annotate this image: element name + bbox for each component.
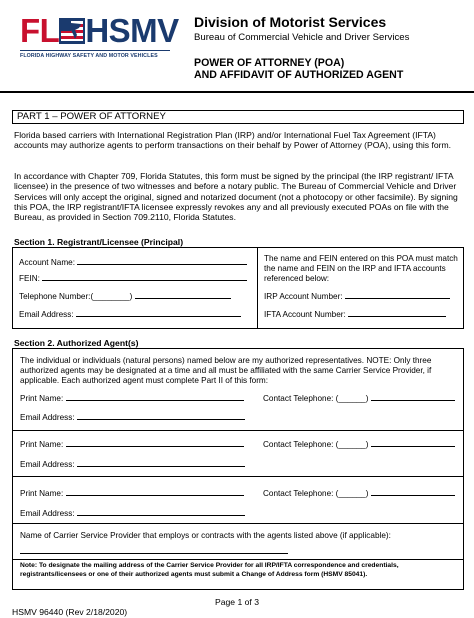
ifta-account-field[interactable] [264, 309, 446, 320]
agent-divider-1 [13, 430, 463, 431]
provider-divider [13, 559, 463, 560]
agent1-email-input[interactable] [77, 412, 245, 420]
agent3-contact-field[interactable] [263, 488, 455, 499]
section1-divider [257, 248, 258, 328]
agent3-print-name-field[interactable] [20, 488, 244, 499]
agent1-print-name-label: Print Name: [20, 394, 64, 403]
mailing-address-note: Note: To designate the mailing address of the Carrier Service Provider for all IRP/IFTA correspondence and credentials, registrants/licensees or one of their authorized agents must submit a Change of Address form (HSMV 85041). [20, 562, 399, 578]
agent3-print-name-label: Print Name: [20, 489, 64, 498]
principal-email-field[interactable] [19, 309, 241, 320]
ifta-account-input[interactable] [348, 309, 446, 317]
bureau-title: Bureau of Commercial Vehicle and Driver Services [194, 32, 410, 43]
section1-box [12, 247, 464, 329]
logo-hsmv: HSMV [85, 12, 179, 49]
telephone-field[interactable] [19, 291, 231, 302]
agent2-email-field[interactable] [20, 459, 245, 470]
carrier-provider-input[interactable] [20, 546, 288, 554]
florida-flag-icon [59, 18, 85, 44]
page-number: Page 1 of 3 [215, 597, 259, 607]
telephone-input[interactable] [135, 291, 231, 299]
section1-title: Section 1. Registrant/Licensee (Principal) [14, 237, 184, 247]
document-header [194, 14, 464, 81]
agent1-email-label: Email Address: [20, 413, 75, 422]
agent1-contact-input[interactable] [371, 393, 455, 401]
agent2-email-input[interactable] [77, 459, 245, 467]
section2-intro: The individual or individuals (natural persons) named below are my authorized representatives. NOTE: Only three authorized agents may be designated at a time and all must be affiliated with the same Carrier Service Provider, if applicable. Each authorized agent must complete Part II of this form: [20, 356, 432, 385]
division-title: Division of Motorist Services [194, 14, 387, 30]
part1-paragraph-2: In accordance with Chapter 709, Florida Statutes, this form must be signed by the principal (the IRP registrant/ IFTA licensee) in the presence of two witnesses and before a notary public. The Bureau of Commercial Vehicle and Driver Services will only accept the original, signed and notarized document (not a photocopy or other facsimile). By signing this POA, the IRP registrant/IFTA licensee expressly revokes any and all previously executed POAs on file with the Bureau, as provided in Section 709.2110, Florida Statutes. [14, 171, 458, 223]
agent2-contact-input[interactable] [371, 439, 455, 447]
agent2-print-name-input[interactable] [66, 439, 244, 447]
agent1-contact-field[interactable] [263, 393, 455, 404]
logo-wordmark [20, 12, 179, 49]
part1-paragraph-1: Florida based carriers with International Registration Plan (IRP) and/or International Fuel Tax Agreement (IFTA) accounts may authorize agents to perform transactions on their behalf by Power of Attorney (POA), using this form. [14, 130, 452, 151]
form-title-line1: POWER OF ATTORNEY (POA) [194, 57, 345, 69]
principal-email-label: Email Address: [19, 310, 74, 319]
agent-divider-2 [13, 476, 463, 477]
agent1-print-name-input[interactable] [66, 393, 244, 401]
part1-heading: PART 1 – POWER OF ATTORNEY [12, 110, 464, 124]
agent-divider-3 [13, 523, 463, 524]
telephone-label: Telephone Number:(________) [19, 292, 133, 301]
agent2-contact-label: Contact Telephone: (______) [263, 440, 369, 449]
header-rule [0, 91, 474, 93]
account-name-label: Account Name: [19, 258, 75, 267]
agent2-contact-field[interactable] [263, 439, 455, 450]
fein-field[interactable] [19, 273, 247, 284]
principal-email-input[interactable] [76, 309, 241, 317]
agent3-contact-label: Contact Telephone: (______) [263, 489, 369, 498]
agent3-contact-input[interactable] [371, 488, 455, 496]
form-title-line2: AND AFFIDAVIT OF AUTHORIZED AGENT [194, 69, 404, 81]
carrier-provider-label: Name of Carrier Service Provider that employs or contracts with the agents listed above (if applicable): [20, 531, 391, 540]
section2-box [12, 348, 464, 590]
agent2-email-label: Email Address: [20, 460, 75, 469]
agent1-print-name-field[interactable] [20, 393, 244, 404]
agent2-print-name-label: Print Name: [20, 440, 64, 449]
logo-subtitle: FLORIDA HIGHWAY SAFETY AND MOTOR VEHICLES [20, 50, 170, 59]
section2-title: Section 2. Authorized Agent(s) [14, 338, 139, 348]
ifta-account-label: IFTA Account Number: [264, 310, 346, 319]
fein-label: FEIN: [19, 274, 40, 283]
agent2-print-name-field[interactable] [20, 439, 244, 450]
agent3-email-input[interactable] [77, 508, 245, 516]
irp-account-input[interactable] [345, 291, 450, 299]
agent1-contact-label: Contact Telephone: (______) [263, 394, 369, 403]
agent3-email-field[interactable] [20, 508, 245, 519]
account-name-input[interactable] [77, 257, 247, 265]
logo-fl: FL [20, 12, 60, 49]
agent3-email-label: Email Address: [20, 509, 75, 518]
flhsmv-logo [20, 12, 179, 66]
agent1-email-field[interactable] [20, 412, 245, 423]
form-id: HSMV 96440 (Rev 2/18/2020) [12, 607, 128, 617]
irp-account-field[interactable] [264, 291, 450, 302]
fein-input[interactable] [42, 273, 247, 281]
section1-match-note: The name and FEIN entered on this POA must match the name and FEIN on the IRP and IFTA accounts referenced below: [264, 254, 458, 283]
account-name-field[interactable] [19, 257, 247, 268]
agent3-print-name-input[interactable] [66, 488, 244, 496]
irp-account-label: IRP Account Number: [264, 292, 343, 301]
